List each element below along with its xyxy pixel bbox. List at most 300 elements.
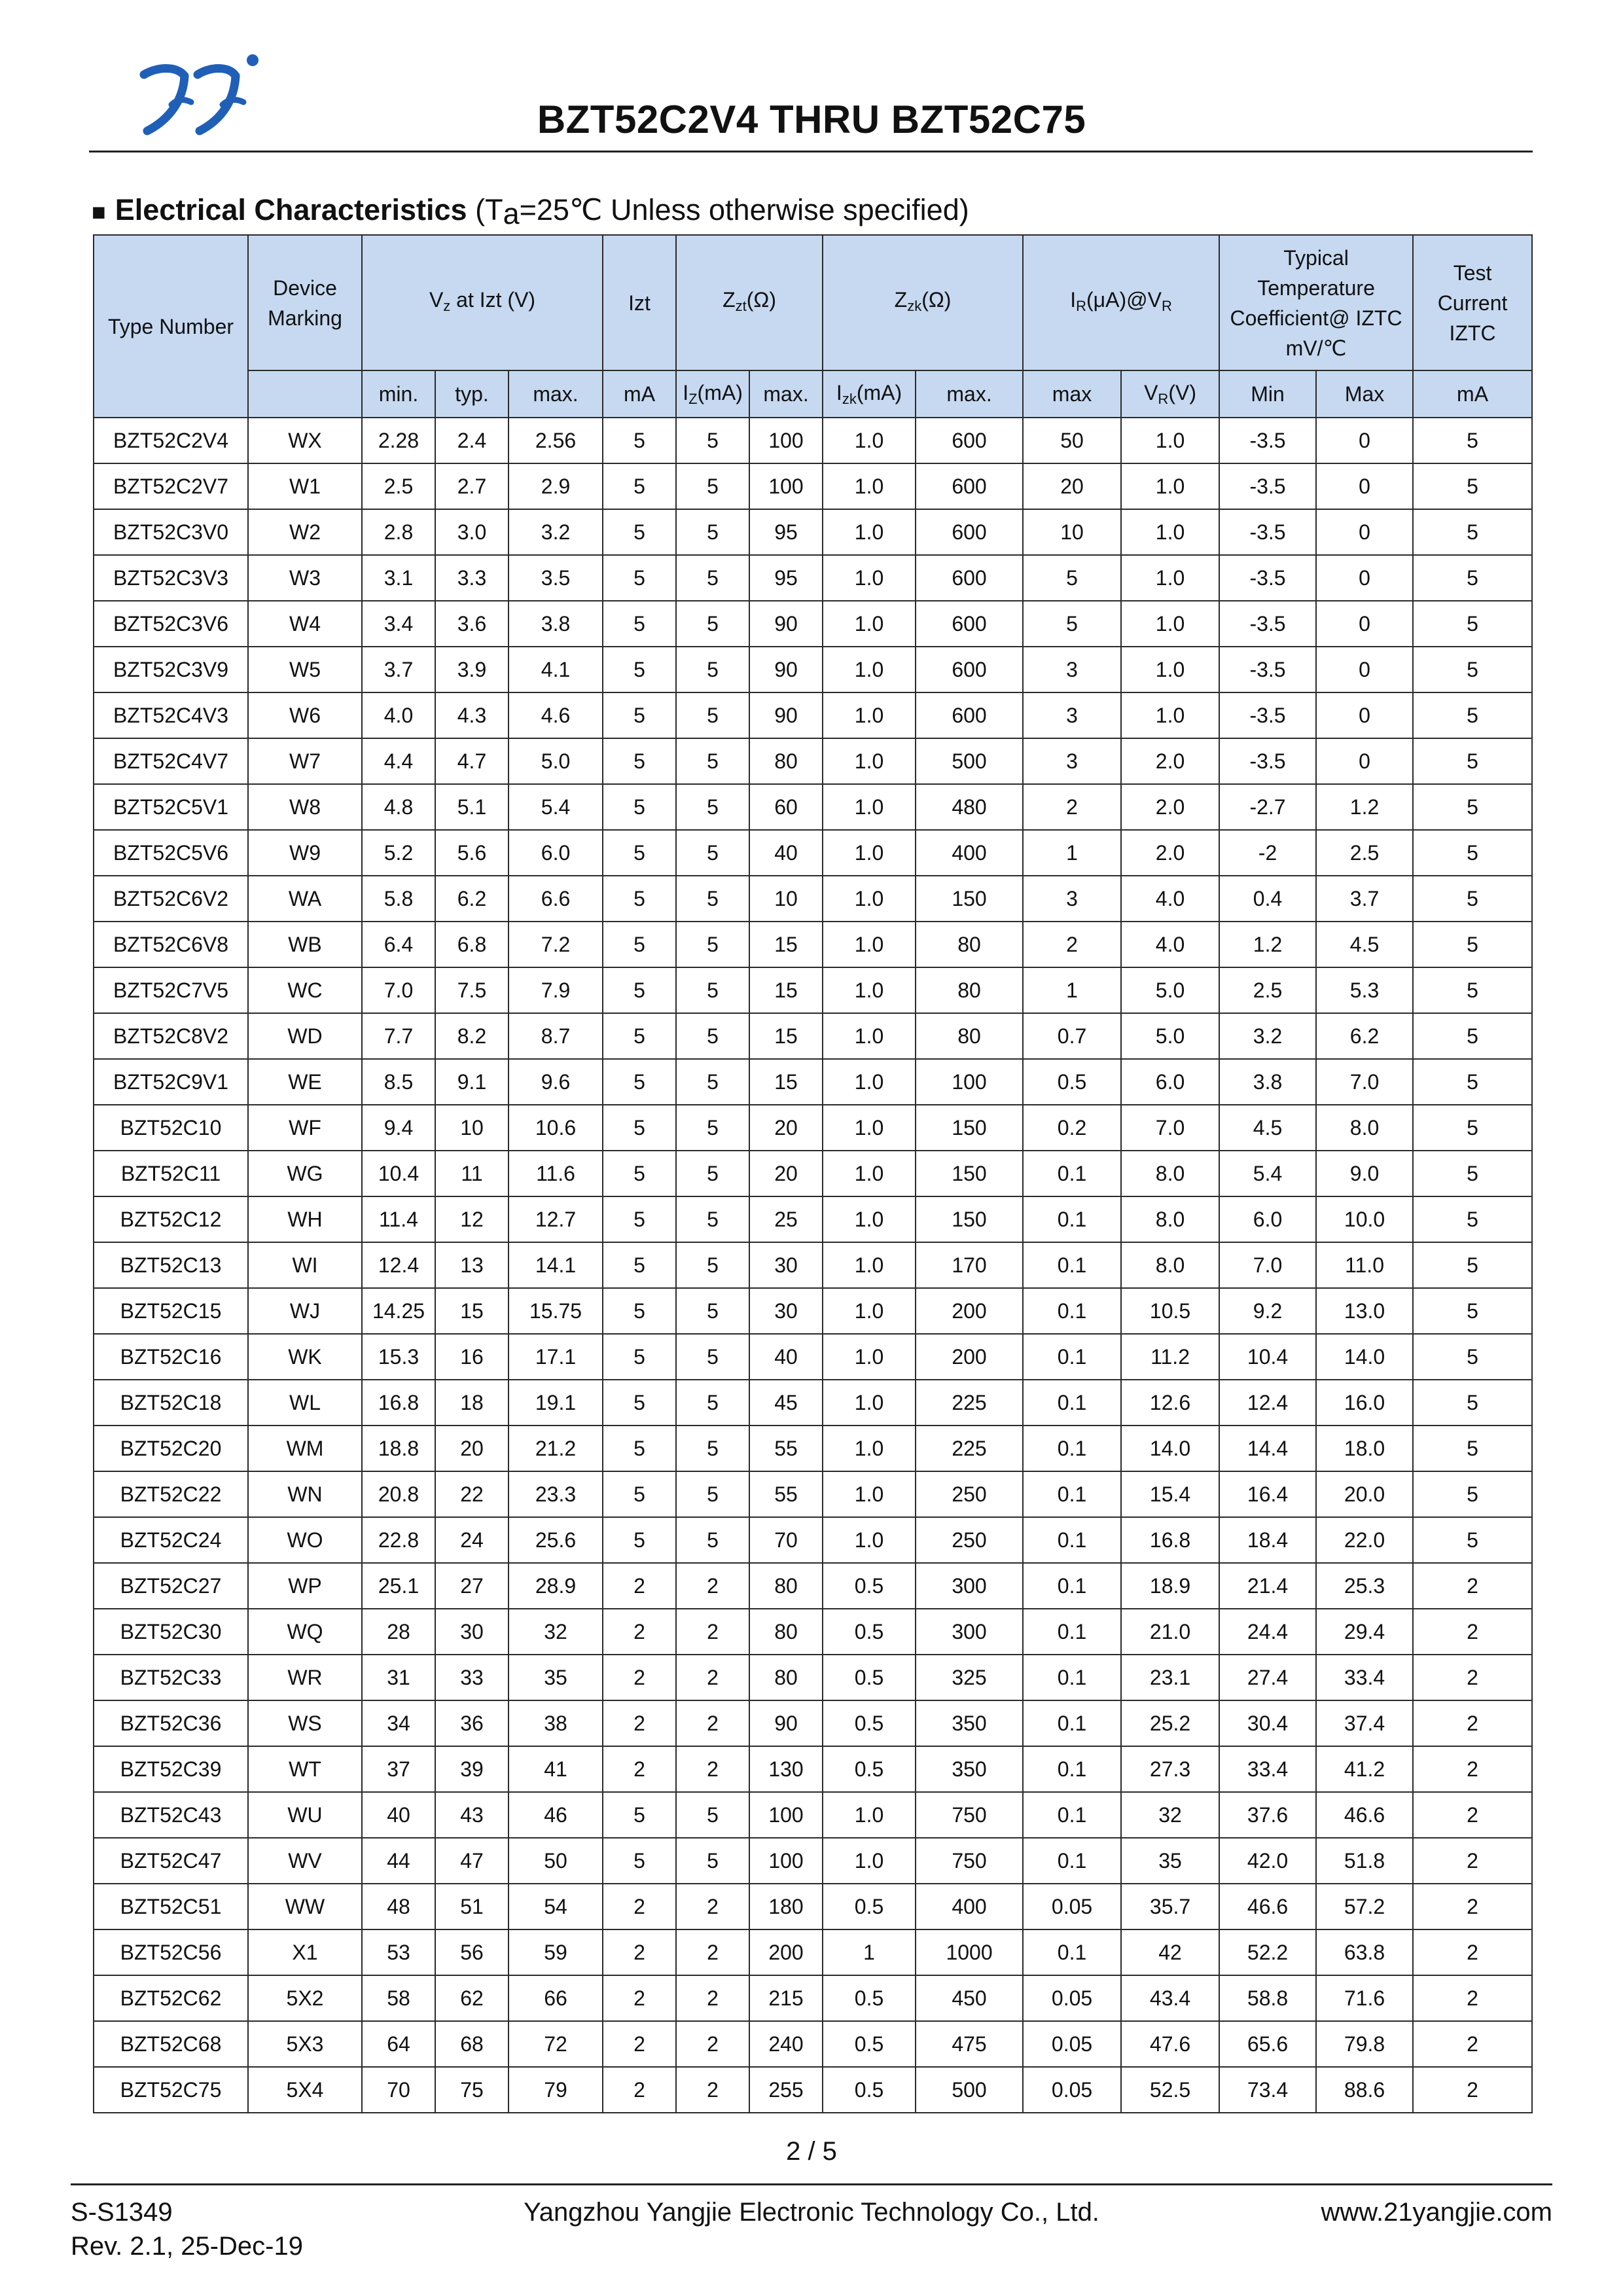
- cell-izk: 1.0: [823, 830, 916, 876]
- cell-test-current: 5: [1413, 1380, 1532, 1426]
- cell-izk: 1.0: [823, 1838, 916, 1884]
- cell-iz: 5: [676, 1288, 749, 1334]
- cell-test-current: 2: [1413, 1929, 1532, 1975]
- cell-vz-max: 6.0: [508, 830, 603, 876]
- cell-vz-typ: 27: [435, 1563, 508, 1609]
- cell-vr: 47.6: [1121, 2021, 1219, 2067]
- subheader-marking-empty: [248, 370, 362, 418]
- cell-vz-min: 6.4: [362, 922, 435, 967]
- table-row: [94, 1059, 1532, 1105]
- cell-ir-max: 0.05: [1023, 2021, 1121, 2067]
- cell-vz-min: 37: [362, 1746, 435, 1792]
- cell-device-marking: WK: [248, 1334, 362, 1380]
- cell-iz: 5: [676, 1242, 749, 1288]
- cell-vz-typ: 5.6: [435, 830, 508, 876]
- cell-vz-typ: 2.7: [435, 463, 508, 509]
- cell-izk: 0.5: [823, 2021, 916, 2067]
- cell-vz-min: 3.4: [362, 601, 435, 647]
- cell-izk: 1.0: [823, 1334, 916, 1380]
- cell-ir-max: 0.5: [1023, 1059, 1121, 1105]
- subheader-vz-min: min.: [362, 370, 435, 418]
- table-body: [94, 418, 1532, 2113]
- cell-tc-min: -2: [1219, 830, 1316, 876]
- cell-tc-min: 2.5: [1219, 967, 1316, 1013]
- cell-iz: 2: [676, 1746, 749, 1792]
- header-vz: $V_z$ at Izt (V): [362, 235, 603, 370]
- cell-zzt-max: 180: [749, 1884, 823, 1929]
- cell-vz-typ: 5.1: [435, 784, 508, 830]
- cell-type-number: BZT52C13: [94, 1242, 248, 1288]
- cell-zzt-max: 90: [749, 692, 823, 738]
- cell-zzt-max: 10: [749, 876, 823, 922]
- table-row: [94, 1975, 1532, 2021]
- cell-tc-min: 16.4: [1219, 1471, 1316, 1517]
- cell-vz-typ: 11: [435, 1151, 508, 1196]
- cell-device-marking: WH: [248, 1196, 362, 1242]
- table-row: [94, 647, 1532, 692]
- cell-ir-max: 0.1: [1023, 1700, 1121, 1746]
- table-row: [94, 1380, 1532, 1426]
- cell-tc-max: 11.0: [1316, 1242, 1413, 1288]
- cell-type-number: BZT52C9V1: [94, 1059, 248, 1105]
- cell-tc-min: -3.5: [1219, 555, 1316, 601]
- cell-iz: 5: [676, 922, 749, 967]
- cell-vz-typ: 13: [435, 1242, 508, 1288]
- cell-zzt-max: 70: [749, 1517, 823, 1563]
- cell-type-number: BZT52C4V3: [94, 692, 248, 738]
- cell-tc-min: 52.2: [1219, 1929, 1316, 1975]
- cell-izk: 1.0: [823, 509, 916, 555]
- cell-zzk-max: 300: [916, 1563, 1023, 1609]
- cell-device-marking: WS: [248, 1700, 362, 1746]
- header-izt: Izt: [603, 235, 676, 370]
- cell-zzt-max: 40: [749, 1334, 823, 1380]
- cell-tc-max: 0: [1316, 509, 1413, 555]
- cell-iz: 2: [676, 1609, 749, 1655]
- cell-device-marking: W7: [248, 738, 362, 784]
- table-row: [94, 1288, 1532, 1334]
- cell-ir-max: 0.1: [1023, 1517, 1121, 1563]
- cell-ir-max: 3: [1023, 876, 1121, 922]
- cell-tc-min: 0.4: [1219, 876, 1316, 922]
- subheader-tc-min: Min: [1219, 370, 1316, 418]
- cell-type-number: BZT52C10: [94, 1105, 248, 1151]
- cell-vz-typ: 18: [435, 1380, 508, 1426]
- cell-type-number: BZT52C11: [94, 1151, 248, 1196]
- cell-izk: 1.0: [823, 922, 916, 967]
- cell-vr: 32: [1121, 1792, 1219, 1838]
- cell-zzk-max: 170: [916, 1242, 1023, 1288]
- cell-vz-min: 8.5: [362, 1059, 435, 1105]
- table-row: [94, 967, 1532, 1013]
- cell-type-number: BZT52C22: [94, 1471, 248, 1517]
- cell-tc-max: 16.0: [1316, 1380, 1413, 1426]
- cell-test-current: 5: [1413, 692, 1532, 738]
- cell-vz-max: 2.56: [508, 418, 603, 463]
- cell-vz-max: 4.1: [508, 647, 603, 692]
- cell-izt: 2: [603, 1975, 676, 2021]
- cell-vz-max: 7.2: [508, 922, 603, 967]
- cell-type-number: BZT52C3V3: [94, 555, 248, 601]
- cell-ir-max: 3: [1023, 738, 1121, 784]
- cell-vr: 12.6: [1121, 1380, 1219, 1426]
- cell-zzk-max: 150: [916, 876, 1023, 922]
- table-row: [94, 509, 1532, 555]
- cell-ir-max: 2: [1023, 784, 1121, 830]
- cell-vr: 8.0: [1121, 1196, 1219, 1242]
- cell-izt: 5: [603, 830, 676, 876]
- cell-izk: 0.5: [823, 1975, 916, 2021]
- cell-ir-max: 10: [1023, 509, 1121, 555]
- cell-tc-min: 3.2: [1219, 1013, 1316, 1059]
- cell-vr: 6.0: [1121, 1059, 1219, 1105]
- cell-tc-max: 13.0: [1316, 1288, 1413, 1334]
- cell-izt: 2: [603, 1700, 676, 1746]
- cell-tc-max: 0: [1316, 555, 1413, 601]
- cell-vz-min: 70: [362, 2067, 435, 2113]
- cell-izk: 1.0: [823, 738, 916, 784]
- cell-zzk-max: 600: [916, 463, 1023, 509]
- cell-type-number: BZT52C6V2: [94, 876, 248, 922]
- cell-test-current: 5: [1413, 1471, 1532, 1517]
- cell-zzk-max: 150: [916, 1196, 1023, 1242]
- cell-device-marking: WO: [248, 1517, 362, 1563]
- cell-zzk-max: 600: [916, 601, 1023, 647]
- cell-vz-typ: 47: [435, 1838, 508, 1884]
- cell-vz-min: 28: [362, 1609, 435, 1655]
- cell-device-marking: WB: [248, 922, 362, 967]
- cell-zzk-max: 225: [916, 1426, 1023, 1471]
- table-row: [94, 1334, 1532, 1380]
- cell-tc-min: 37.6: [1219, 1792, 1316, 1838]
- cell-vz-typ: 4.3: [435, 692, 508, 738]
- subheader-zzt-max: max.: [749, 370, 823, 418]
- cell-zzt-max: 90: [749, 601, 823, 647]
- cell-test-current: 5: [1413, 1105, 1532, 1151]
- cell-vz-typ: 43: [435, 1792, 508, 1838]
- cell-test-current: 5: [1413, 967, 1532, 1013]
- cell-iz: 5: [676, 692, 749, 738]
- cell-izk: 1.0: [823, 601, 916, 647]
- cell-vz-max: 41: [508, 1746, 603, 1792]
- cell-izk: 1.0: [823, 1426, 916, 1471]
- cell-vz-typ: 6.2: [435, 876, 508, 922]
- cell-device-marking: WX: [248, 418, 362, 463]
- cell-tc-min: -3.5: [1219, 418, 1316, 463]
- cell-vz-max: 3.8: [508, 601, 603, 647]
- cell-tc-min: 46.6: [1219, 1884, 1316, 1929]
- table-row: [94, 2021, 1532, 2067]
- table-row: [94, 418, 1532, 463]
- cell-vz-max: 23.3: [508, 1471, 603, 1517]
- cell-zzk-max: 750: [916, 1792, 1023, 1838]
- cell-vz-min: 9.4: [362, 1105, 435, 1151]
- cell-test-current: 5: [1413, 418, 1532, 463]
- cell-izt: 5: [603, 1334, 676, 1380]
- cell-type-number: BZT52C43: [94, 1792, 248, 1838]
- cell-izk: 1.0: [823, 418, 916, 463]
- cell-zzt-max: 30: [749, 1288, 823, 1334]
- cell-ir-max: 0.1: [1023, 1792, 1121, 1838]
- cell-iz: 5: [676, 1471, 749, 1517]
- table-row: [94, 1105, 1532, 1151]
- cell-vz-min: 7.0: [362, 967, 435, 1013]
- cell-tc-max: 6.2: [1316, 1013, 1413, 1059]
- cell-device-marking: W1: [248, 463, 362, 509]
- header-type-number: Type Number: [94, 235, 248, 418]
- cell-ir-max: 0.1: [1023, 1196, 1121, 1242]
- cell-test-current: 5: [1413, 738, 1532, 784]
- cell-ir-max: 0.05: [1023, 1975, 1121, 2021]
- cell-device-marking: X1: [248, 1929, 362, 1975]
- cell-zzt-max: 15: [749, 922, 823, 967]
- cell-izt: 5: [603, 1242, 676, 1288]
- cell-izt: 2: [603, 1563, 676, 1609]
- cell-test-current: 5: [1413, 1151, 1532, 1196]
- cell-test-current: 2: [1413, 1655, 1532, 1700]
- cell-izk: 0.5: [823, 1746, 916, 1792]
- cell-zzt-max: 255: [749, 2067, 823, 2113]
- cell-vz-min: 7.7: [362, 1013, 435, 1059]
- cell-vz-typ: 36: [435, 1700, 508, 1746]
- cell-device-marking: WR: [248, 1655, 362, 1700]
- cell-tc-max: 3.7: [1316, 876, 1413, 922]
- cell-izk: 1.0: [823, 784, 916, 830]
- cell-test-current: 2: [1413, 1884, 1532, 1929]
- cell-izt: 5: [603, 1105, 676, 1151]
- cell-vz-min: 2.28: [362, 418, 435, 463]
- table-row: [94, 1151, 1532, 1196]
- cell-device-marking: 5X2: [248, 1975, 362, 2021]
- footer-divider: [71, 2183, 1552, 2185]
- table-row: [94, 1517, 1532, 1563]
- cell-vr: 15.4: [1121, 1471, 1219, 1517]
- cell-vz-min: 12.4: [362, 1242, 435, 1288]
- cell-zzk-max: 600: [916, 418, 1023, 463]
- cell-test-current: 2: [1413, 1746, 1532, 1792]
- cell-zzk-max: 250: [916, 1517, 1023, 1563]
- table-row: [94, 463, 1532, 509]
- cell-vz-min: 44: [362, 1838, 435, 1884]
- cell-vr: 43.4: [1121, 1975, 1219, 2021]
- cell-zzt-max: 80: [749, 738, 823, 784]
- cell-vz-typ: 30: [435, 1609, 508, 1655]
- cell-type-number: BZT52C75: [94, 2067, 248, 2113]
- cell-vr: 8.0: [1121, 1242, 1219, 1288]
- cell-tc-max: 29.4: [1316, 1609, 1413, 1655]
- header-zzt: $Z_{zt}(\Omega)$: [676, 235, 823, 370]
- table-row: [94, 922, 1532, 967]
- cell-iz: 2: [676, 1563, 749, 1609]
- cell-vz-min: 34: [362, 1700, 435, 1746]
- cell-type-number: BZT52C12: [94, 1196, 248, 1242]
- cell-vz-max: 38: [508, 1700, 603, 1746]
- cell-izk: 1.0: [823, 967, 916, 1013]
- table-row: [94, 1609, 1532, 1655]
- cell-tc-min: 24.4: [1219, 1609, 1316, 1655]
- cell-device-marking: WU: [248, 1792, 362, 1838]
- cell-tc-min: 9.2: [1219, 1288, 1316, 1334]
- cell-vz-min: 5.8: [362, 876, 435, 922]
- cell-ir-max: 5: [1023, 601, 1121, 647]
- cell-tc-max: 20.0: [1316, 1471, 1413, 1517]
- cell-vz-max: 50: [508, 1838, 603, 1884]
- cell-test-current: 5: [1413, 1426, 1532, 1471]
- cell-tc-max: 0: [1316, 463, 1413, 509]
- cell-iz: 5: [676, 601, 749, 647]
- cell-vz-min: 48: [362, 1884, 435, 1929]
- cell-vr: 2.0: [1121, 738, 1219, 784]
- cell-zzk-max: 350: [916, 1746, 1023, 1792]
- cell-device-marking: WD: [248, 1013, 362, 1059]
- cell-ir-max: 0.1: [1023, 1471, 1121, 1517]
- cell-zzt-max: 240: [749, 2021, 823, 2067]
- cell-zzt-max: 25: [749, 1196, 823, 1242]
- cell-izk: 1.0: [823, 1380, 916, 1426]
- cell-device-marking: WI: [248, 1242, 362, 1288]
- cell-test-current: 2: [1413, 1975, 1532, 2021]
- revision-info: Rev. 2.1, 25-Dec-19: [71, 2232, 303, 2261]
- cell-izk: 1.0: [823, 1792, 916, 1838]
- cell-izt: 5: [603, 738, 676, 784]
- header-zzk: $Z_{zk}(\Omega)$: [823, 235, 1023, 370]
- electrical-characteristics-table: [93, 234, 1533, 2113]
- cell-type-number: BZT52C7V5: [94, 967, 248, 1013]
- cell-vz-min: 16.8: [362, 1380, 435, 1426]
- cell-test-current: 5: [1413, 647, 1532, 692]
- cell-zzt-max: 100: [749, 418, 823, 463]
- cell-test-current: 2: [1413, 1609, 1532, 1655]
- website-link[interactable]: www.21yangjie.com: [1321, 2198, 1552, 2227]
- subheader-vr: $V_R(V)$: [1121, 370, 1219, 418]
- cell-zzt-max: 100: [749, 463, 823, 509]
- cell-tc-min: 21.4: [1219, 1563, 1316, 1609]
- cell-ir-max: 0.05: [1023, 2067, 1121, 2113]
- cell-vz-min: 18.8: [362, 1426, 435, 1471]
- cell-izt: 2: [603, 1746, 676, 1792]
- cell-type-number: BZT52C4V7: [94, 738, 248, 784]
- cell-test-current: 2: [1413, 1563, 1532, 1609]
- cell-vz-typ: 33: [435, 1655, 508, 1700]
- cell-ir-max: 0.7: [1023, 1013, 1121, 1059]
- cell-test-current: 5: [1413, 509, 1532, 555]
- cell-vz-max: 14.1: [508, 1242, 603, 1288]
- cell-vr: 8.0: [1121, 1151, 1219, 1196]
- cell-vz-min: 15.3: [362, 1334, 435, 1380]
- cell-izt: 5: [603, 647, 676, 692]
- table-row: [94, 1471, 1532, 1517]
- subheader-ir-max: max: [1023, 370, 1121, 418]
- cell-device-marking: 5X4: [248, 2067, 362, 2113]
- cell-zzt-max: 20: [749, 1151, 823, 1196]
- cell-izt: 5: [603, 876, 676, 922]
- cell-vz-max: 7.9: [508, 967, 603, 1013]
- cell-vz-min: 3.7: [362, 647, 435, 692]
- cell-type-number: BZT52C5V1: [94, 784, 248, 830]
- cell-izt: 5: [603, 555, 676, 601]
- table-row: [94, 738, 1532, 784]
- cell-device-marking: WL: [248, 1380, 362, 1426]
- cell-vz-typ: 56: [435, 1929, 508, 1975]
- cell-zzk-max: 500: [916, 2067, 1023, 2113]
- cell-vz-max: 54: [508, 1884, 603, 1929]
- cell-vz-min: 2.5: [362, 463, 435, 509]
- cell-type-number: BZT52C47: [94, 1838, 248, 1884]
- cell-iz: 5: [676, 1151, 749, 1196]
- cell-vz-max: 12.7: [508, 1196, 603, 1242]
- cell-device-marking: WM: [248, 1426, 362, 1471]
- cell-zzk-max: 600: [916, 647, 1023, 692]
- cell-test-current: 5: [1413, 555, 1532, 601]
- cell-type-number: BZT52C2V4: [94, 418, 248, 463]
- page-number: 2 / 5: [786, 2137, 837, 2166]
- cell-device-marking: WC: [248, 967, 362, 1013]
- cell-type-number: BZT52C39: [94, 1746, 248, 1792]
- cell-tc-min: 4.5: [1219, 1105, 1316, 1151]
- cell-tc-min: 27.4: [1219, 1655, 1316, 1700]
- cell-vz-max: 19.1: [508, 1380, 603, 1426]
- cell-zzt-max: 200: [749, 1929, 823, 1975]
- cell-izt: 2: [603, 2067, 676, 2113]
- cell-iz: 5: [676, 1792, 749, 1838]
- cell-zzk-max: 400: [916, 830, 1023, 876]
- cell-test-current: 2: [1413, 1700, 1532, 1746]
- cell-ir-max: 0.1: [1023, 1655, 1121, 1700]
- cell-iz: 5: [676, 509, 749, 555]
- cell-vz-typ: 9.1: [435, 1059, 508, 1105]
- cell-zzk-max: 450: [916, 1975, 1023, 2021]
- cell-tc-min: 18.4: [1219, 1517, 1316, 1563]
- cell-vz-typ: 62: [435, 1975, 508, 2021]
- cell-zzt-max: 90: [749, 647, 823, 692]
- cell-vz-max: 2.9: [508, 463, 603, 509]
- cell-vr: 42: [1121, 1929, 1219, 1975]
- cell-tc-max: 71.6: [1316, 1975, 1413, 2021]
- cell-iz: 5: [676, 1013, 749, 1059]
- cell-device-marking: WJ: [248, 1288, 362, 1334]
- cell-test-current: 5: [1413, 601, 1532, 647]
- cell-vz-max: 25.6: [508, 1517, 603, 1563]
- cell-tc-max: 0: [1316, 738, 1413, 784]
- cell-izt: 5: [603, 1471, 676, 1517]
- cell-ir-max: 0.1: [1023, 1380, 1121, 1426]
- cell-vr: 27.3: [1121, 1746, 1219, 1792]
- cell-iz: 2: [676, 2067, 749, 2113]
- cell-vz-typ: 75: [435, 2067, 508, 2113]
- cell-vz-typ: 51: [435, 1884, 508, 1929]
- cell-vz-typ: 4.7: [435, 738, 508, 784]
- cell-tc-max: 41.2: [1316, 1746, 1413, 1792]
- cell-vr: 16.8: [1121, 1517, 1219, 1563]
- cell-vz-min: 4.4: [362, 738, 435, 784]
- cell-vr: 1.0: [1121, 601, 1219, 647]
- cell-vz-min: 64: [362, 2021, 435, 2067]
- cell-vz-typ: 6.8: [435, 922, 508, 967]
- cell-tc-min: 1.2: [1219, 922, 1316, 967]
- cell-iz: 5: [676, 1196, 749, 1242]
- cell-vz-typ: 15: [435, 1288, 508, 1334]
- cell-tc-max: 14.0: [1316, 1334, 1413, 1380]
- table-row: [94, 2067, 1532, 2113]
- cell-zzt-max: 95: [749, 555, 823, 601]
- cell-vz-min: 5.2: [362, 830, 435, 876]
- cell-vz-min: 2.8: [362, 509, 435, 555]
- cell-tc-min: -3.5: [1219, 463, 1316, 509]
- cell-izt: 5: [603, 463, 676, 509]
- section-heading: [92, 192, 969, 231]
- cell-izk: 1.0: [823, 692, 916, 738]
- cell-izt: 5: [603, 1380, 676, 1426]
